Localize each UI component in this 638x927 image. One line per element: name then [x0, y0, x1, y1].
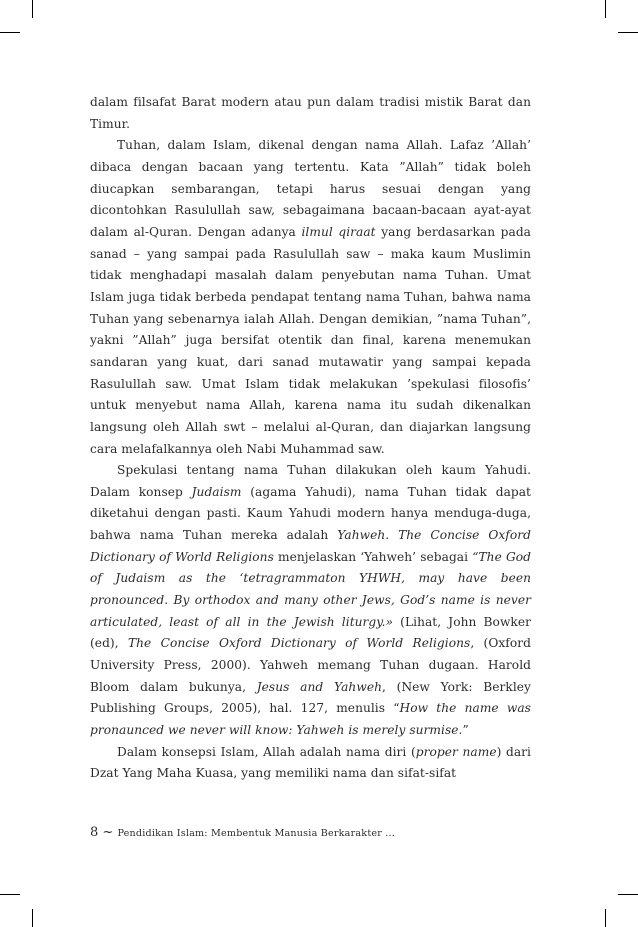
text-run: .” — [458, 723, 469, 738]
page-number: 8 — [90, 825, 99, 840]
text-run: (Lihat, John Bowker (ed), — [90, 614, 531, 651]
paragraph-4 — [90, 742, 531, 785]
crop-mark — [618, 32, 638, 33]
text-run: , (New York: Berkley Publishing Groups, 2005), hal. 127, menulis “ — [90, 679, 531, 716]
crop-mark — [605, 909, 606, 927]
text-run: ) dari Dzat Yang Maha Kuasa, yang memiliki nama dan sifat-sifat — [90, 744, 531, 781]
text-run: (agama Yahudi), nama Tuhan tidak dapat diketahui dengan pasti. Kaum Yahudi modern hanya menduga-duga, bahwa nama Tuhan mereka adalah — [90, 484, 531, 543]
crop-mark — [605, 0, 606, 18]
crop-mark — [618, 894, 638, 895]
italic-run: Judaism — [191, 484, 242, 499]
italic-run: The Concise Oxford Dictionary of World Religions — [127, 636, 471, 651]
crop-mark — [0, 894, 20, 895]
text-run: yang berdasarkan pada sanad – yang sampai pada Rasulullah saw – maka kaum Muslimin tidak menghadapi masalah dalam penyebutan nama Tuhan. Umat Islam juga tidak berbeda pendapat tentang nama Tuhan, bahwa nama Tuhan yang sebenarnya ialah Allah. Dengan demikian, ”nama Tuhan”, yakni ”Allah” juga bersifat otentik dan final, karena menemukan sandaran yang kuat, dari sanad mutawatir yang sampai kepada Rasulullah saw. Umat Islam tidak melakukan ’spekulasi filosofis’ untuk menyebut nama Allah, karena nama itu sudah dikenalkan langsung oleh Allah swt – melalui al-Quran, dan diajarkan langsung cara melafalkannya oleh Nabi Muhammad saw. — [90, 224, 532, 456]
book-title: Pendidikan Islam: Membentuk Manusia Berkarakter ... — [117, 828, 396, 839]
body-text — [90, 92, 531, 785]
footer-separator: ~ — [98, 825, 118, 840]
italic-run: proper name — [415, 744, 497, 759]
crop-mark — [32, 0, 33, 18]
italic-run: ilmul qiraat — [301, 224, 376, 239]
paragraph-1 — [90, 92, 531, 135]
italic-run: Yahweh. The Concise Oxford Dictionary of World Religions — [90, 528, 531, 564]
italic-run: How the name was pronaunced we never will know: Yahweh is merely surmise — [90, 701, 531, 738]
italic-run: Jesus and Yahweh — [256, 679, 382, 694]
text-run: Dalam konsepsi Islam, Allah adalah nama diri ( — [117, 744, 416, 759]
page-footer — [90, 821, 531, 840]
text-run: dalam filsafat Barat modern atau pun dalam tradisi mistik Barat dan Timur. — [90, 95, 531, 131]
paragraph-3 — [90, 460, 531, 742]
text-run: , (Oxford University Press, 2000). Yahweh memang Tuhan dugaan. Harold Bloom dalam bukunya, — [90, 636, 531, 694]
crop-mark — [0, 32, 20, 33]
text-run: Spekulasi tentang nama Tuhan dilakukan oleh kaum Yahudi. Dalam konsep — [90, 463, 531, 499]
crop-mark — [32, 909, 33, 927]
text-run: Tuhan, dalam Islam, dikenal dengan nama Allah. Lafaz ’Allah’ dibaca dengan bacaan yang tertentu. Kata ”Allah” tidak boleh diucapkan sembarangan, tetapi harus sesuai dengan yang dicontohkan Rasulullah saw, sebagaimana bacaan-bacaan ayat-ayat dalam al-Quran. Dengan adanya — [90, 138, 531, 239]
text-run: menjelaskan ‘Yahweh’ sebagai — [273, 549, 473, 564]
paragraph-2 — [90, 135, 531, 460]
italic-run: “The God of Judaism as the ‘tetragrammaton YHWH, may have been pronounced. By orthodox and many other Jews, God’s name is never articulated, least of all in the Jewish liturgy.» — [90, 549, 531, 629]
